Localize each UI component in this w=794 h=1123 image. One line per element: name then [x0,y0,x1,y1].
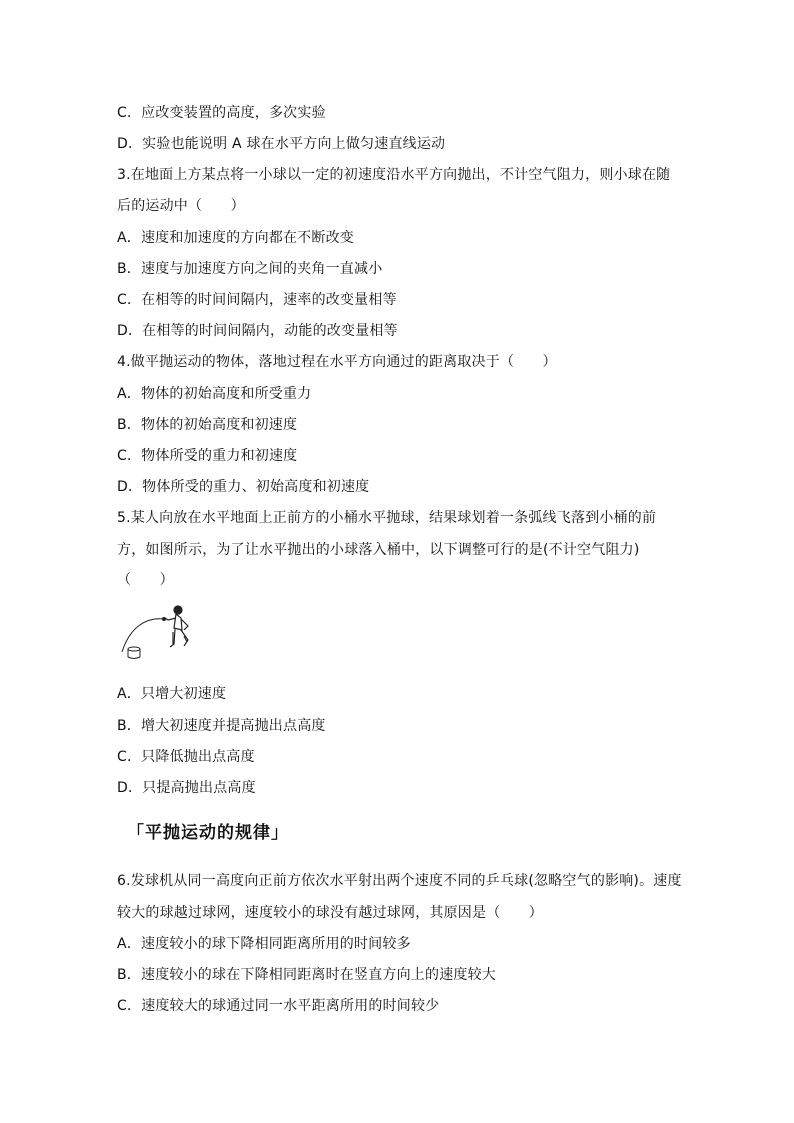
section-heading: 「平抛运动的规律」 [127,823,289,843]
q2-option-c: C．应改变装置的高度，多次实验 [117,105,326,121]
throwing-figure [118,602,202,666]
q5-option-a: A．只增大初速度 [117,686,227,702]
q5-option-b: B．增大初速度并提高抛出点高度 [117,718,326,734]
q6-option-b: B．速度较小的球在下降相同距离时在竖直方向上的速度较大 [117,967,497,983]
q3-option-b: B．速度与加速度方向之间的夹角一直减小 [117,261,383,277]
q5-stem-line2: 方，如图所示，为了让水平抛出的小球落入桶中，以下调整可行的是(不计空气阻力) [117,542,640,558]
person-icon [165,606,188,647]
trajectory-arc [122,619,164,652]
q5-stem-line1: 5.某人向放在水平地面上正前方的小桶水平抛球，结果球划着一条弧线飞落到小桶的前 [117,510,657,526]
q6-stem-line1: 6.发球机从同一高度向正前方依次水平射出两个速度不同的乒乓球(忽略空气的影响)。速度 [117,873,682,889]
q5-option-d: D．只提高抛出点高度 [117,780,256,796]
q3-option-d: D．在相等的时间间隔内，动能的改变量相等 [117,323,398,339]
q3-option-a: A．速度和加速度的方向都在不断改变 [117,230,354,246]
q4-option-d: D．物体所受的重力、初始高度和初速度 [117,479,370,495]
bucket-icon [128,647,140,659]
q4-option-b: B．物体的初始高度和初速度 [117,417,298,433]
q3-stem-line2: 后的运动中（ ） [117,198,245,214]
q4-option-a: A．物体的初始高度和所受重力 [117,386,312,402]
ball-icon [162,617,166,621]
q4-option-c: C．物体所受的重力和初速度 [117,448,298,464]
q2-option-d: D．实验也能说明 A 球在水平方向上做匀速直线运动 [117,136,446,152]
q6-stem-line2: 较大的球越过球网，速度较小的球没有越过球网，其原因是（ ） [117,905,543,921]
q4-stem: 4.做平抛运动的物体，落地过程在水平方向通过的距离取决于（ ） [117,354,557,370]
q5-option-c: C．只降低抛出点高度 [117,749,255,765]
q3-stem-line1: 3.在地面上方某点将一小球以一定的初速度沿水平方向抛出，不计空气阻力，则小球在随 [117,167,671,183]
q3-option-c: C．在相等的时间间隔内，速率的改变量相等 [117,292,397,308]
q6-option-a: A．速度较小的球下降相同距离所用的时间较多 [117,936,411,952]
q5-stem-line3: （ ） [117,572,174,588]
q6-option-c: C．速度较大的球通过同一水平距离所用的时间较少 [117,998,440,1014]
